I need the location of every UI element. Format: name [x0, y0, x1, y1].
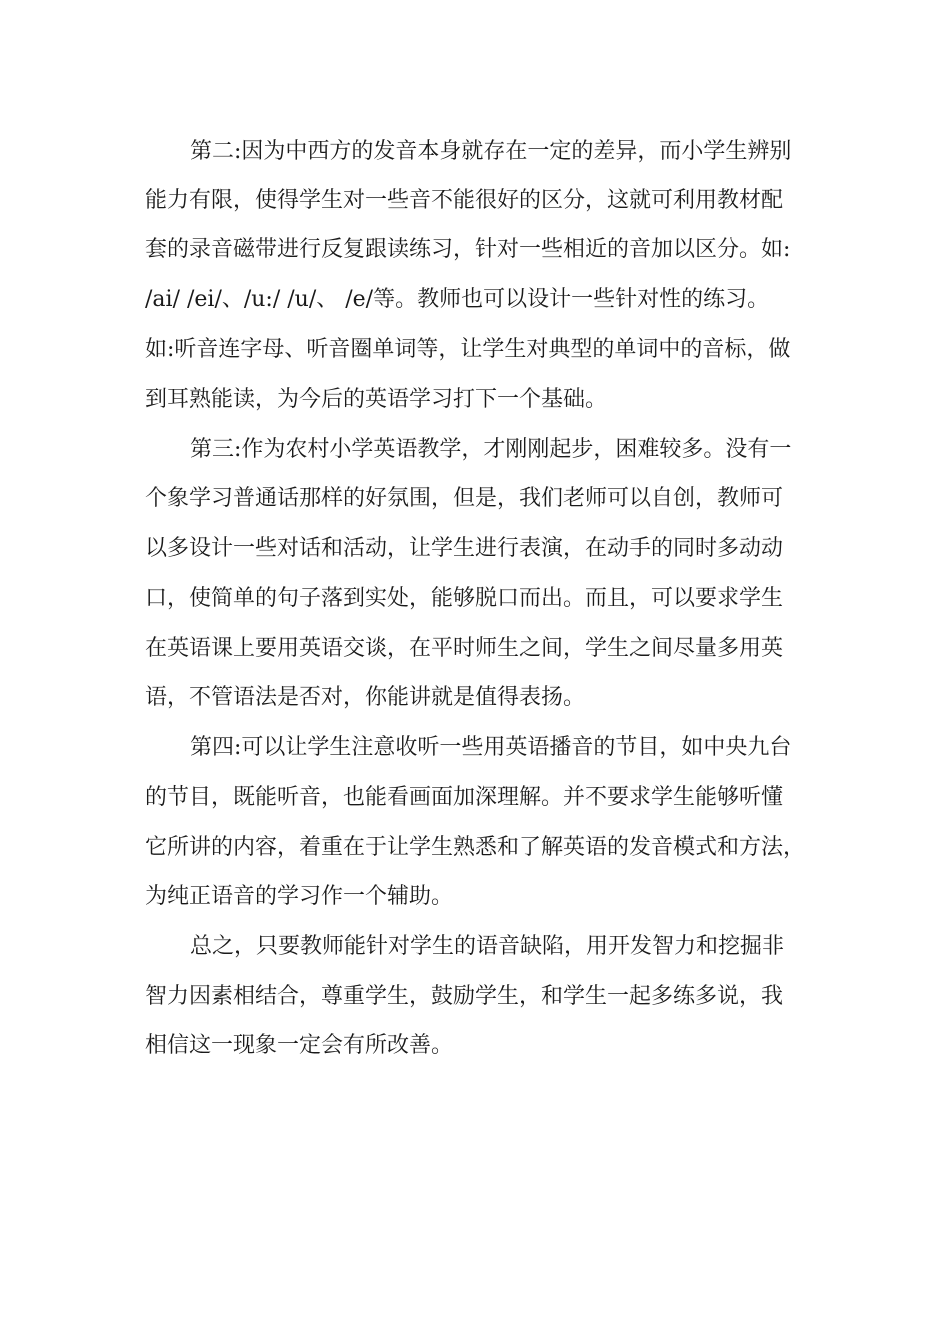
- paragraph-line: 语，不管语法是否对，你能讲就是值得表扬。: [145, 685, 586, 710]
- paragraph-line: /ai/ /ei/、/u:/ /u/、 /e/等。教师也可以设计一些针对性的练习。: [145, 287, 770, 312]
- paragraph-line: 口，使简单的句子落到实处，能够脱口而出。而且，可以要求学生: [145, 586, 784, 611]
- paragraph-line: 能力有限，使得学生对一些音不能很好的区分，这就可利用教材配: [145, 188, 784, 213]
- paragraph-line: 如:听音连字母、听音圈单词等，让学生对典型的单词中的音标，做: [145, 337, 791, 362]
- paragraph-line: 为纯正语音的学习作一个辅助。: [145, 884, 454, 909]
- paragraph-line: 相信这一现象一定会有所改善。: [145, 1033, 454, 1058]
- paragraph-line: 第三:作为农村小学英语教学，才刚刚起步，困难较多。没有一: [190, 437, 792, 462]
- paragraph-line: 套的录音磁带进行反复跟读练习，针对一些相近的音加以区分。如:: [145, 237, 791, 262]
- paragraph-line: 它所讲的内容，着重在于让学生熟悉和了解英语的发音模式和方法，: [145, 835, 806, 860]
- paragraph-line: 第二:因为中西方的发音本身就存在一定的差异，而小学生辨别: [190, 139, 792, 164]
- paragraph-line: 智力因素相结合，尊重学生，鼓励学生，和学生一起多练多说，我: [145, 984, 784, 1009]
- paragraph-line: 在英语课上要用英语交谈，在平时师生之间，学生之间尽量多用英: [145, 636, 784, 661]
- paragraph-line: 总之，只要教师能针对学生的语音缺陷，用开发智力和挖掘非: [190, 934, 785, 959]
- paragraph-line: 个象学习普通话那样的好氛围，但是，我们老师可以自创，教师可: [145, 486, 784, 511]
- paragraph-line: 到耳熟能读，为今后的英语学习打下一个基础。: [145, 387, 608, 412]
- paragraph-line: 的节目，既能听音，也能看画面加深理解。并不要求学生能够听懂: [145, 785, 784, 810]
- paragraph-line: 以多设计一些对话和活动，让学生进行表演，在动手的同时多动动: [145, 536, 784, 561]
- paragraph-line: 第四:可以让学生注意收听一些用英语播音的节目，如中央九台: [190, 735, 792, 760]
